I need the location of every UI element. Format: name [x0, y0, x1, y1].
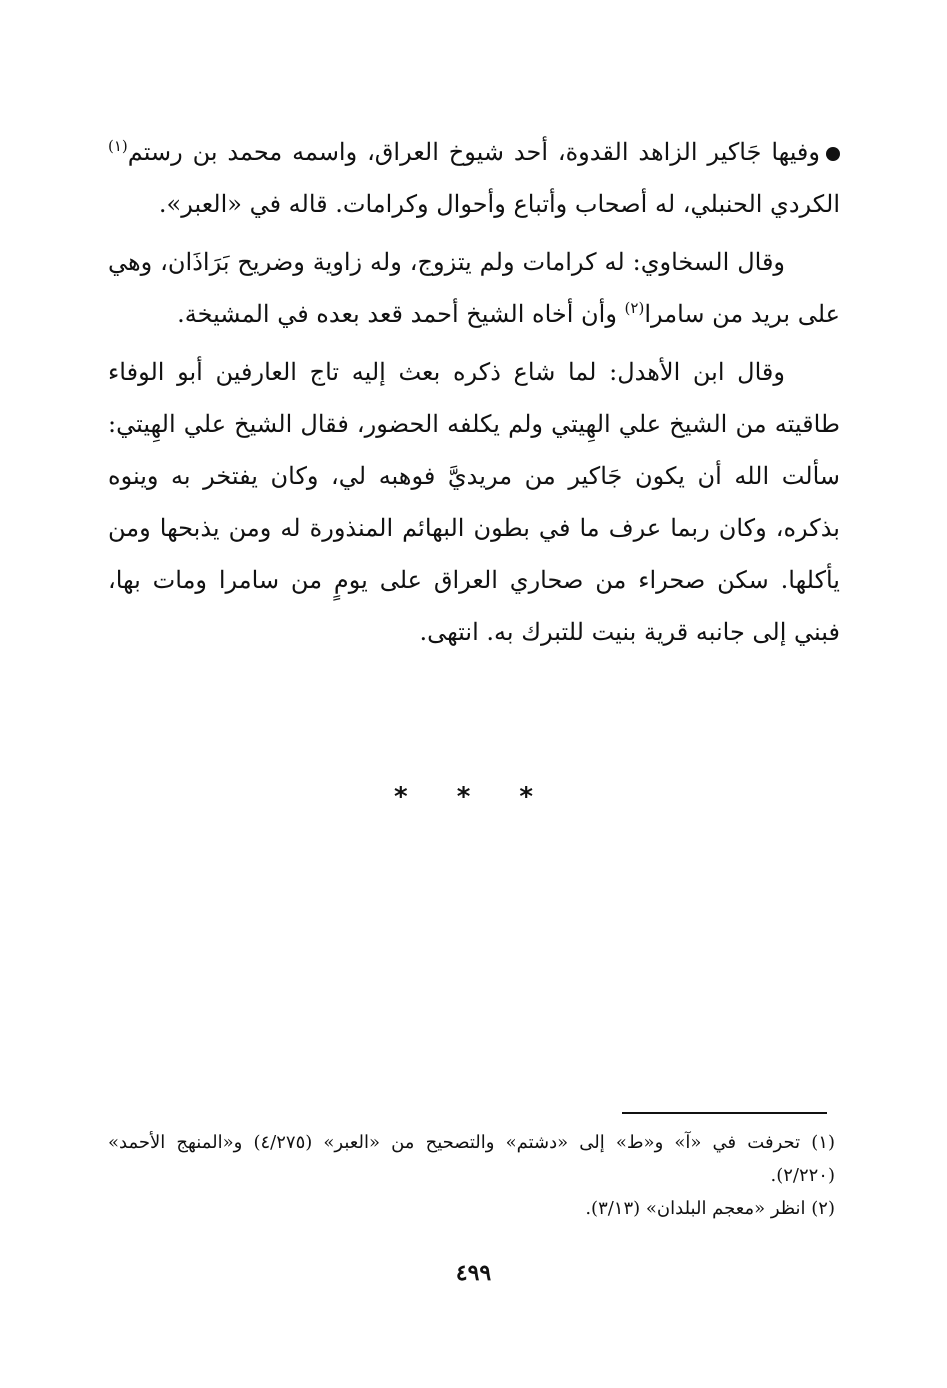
paragraph-text: الكردي الحنبلي، له أصحاب وأتباع وأحوال وكرامات. قاله في «العبر». — [158, 190, 840, 218]
paragraph-ibn-al-ahdal — [108, 346, 840, 658]
footnote-divider — [622, 1112, 827, 1114]
main-text-block — [108, 126, 840, 664]
paragraph-jakir-intro — [108, 126, 840, 230]
paragraph-text: وقال السخاوي: له كرامات ولم يتزوج، وله زاوية وضريح بَرَاذَان، وهي على بريد من سامرا — [108, 248, 840, 328]
paragraph-text: وفيها جَاكير الزاهد القدوة، أحد شيوخ العراق، واسمه محمد بن رستم — [127, 138, 820, 166]
footnotes-block — [108, 1126, 835, 1225]
page-number: ٤٩٩ — [455, 1260, 492, 1286]
footnote-reference-1[interactable]: (١) — [108, 137, 128, 155]
paragraph-sakhawi — [108, 236, 840, 340]
section-separator-asterisks: * * * — [394, 782, 553, 812]
footnote-2: (٢) انظر «معجم البلدان» (٣/١٣). — [585, 1198, 835, 1219]
footnote-reference-2[interactable]: (٢) — [624, 299, 645, 317]
paragraph-text: وأن أخاه الشيخ أحمد قعد بعده في المشيخة. — [177, 300, 625, 328]
paragraph-text: وقال ابن الأهدل: لما شاع ذكره بعث إليه تاج العارفين أبو الوفاء طاقيته من الشيخ علي الهِيتي ولم يكلفه الحضور، فقال الشيخ علي الهِيتي: سألت الله أن يكون جَاكير من مريديَّ فوهبه لي، وكان يفتخر به وينوه بذكره، وكان ربما عرف ما في بطون البهائم المنذورة له ومن يذبحها ومن يأكلها. سكن صحراء من صحاري العراق على يومٍ من سامرا ومات بها، فبني إلى جانبه قرية بنيت للتبرك به. انتهى. — [108, 358, 840, 646]
bullet-icon — [826, 147, 840, 161]
footnote-1: (١) تحرفت في «آ» و«ط» إلى «دشتم» والتصحيح من «العبر» (٤/٢٧٥) و«المنهج الأحمد» (٢/٢٢٠). — [108, 1132, 835, 1186]
